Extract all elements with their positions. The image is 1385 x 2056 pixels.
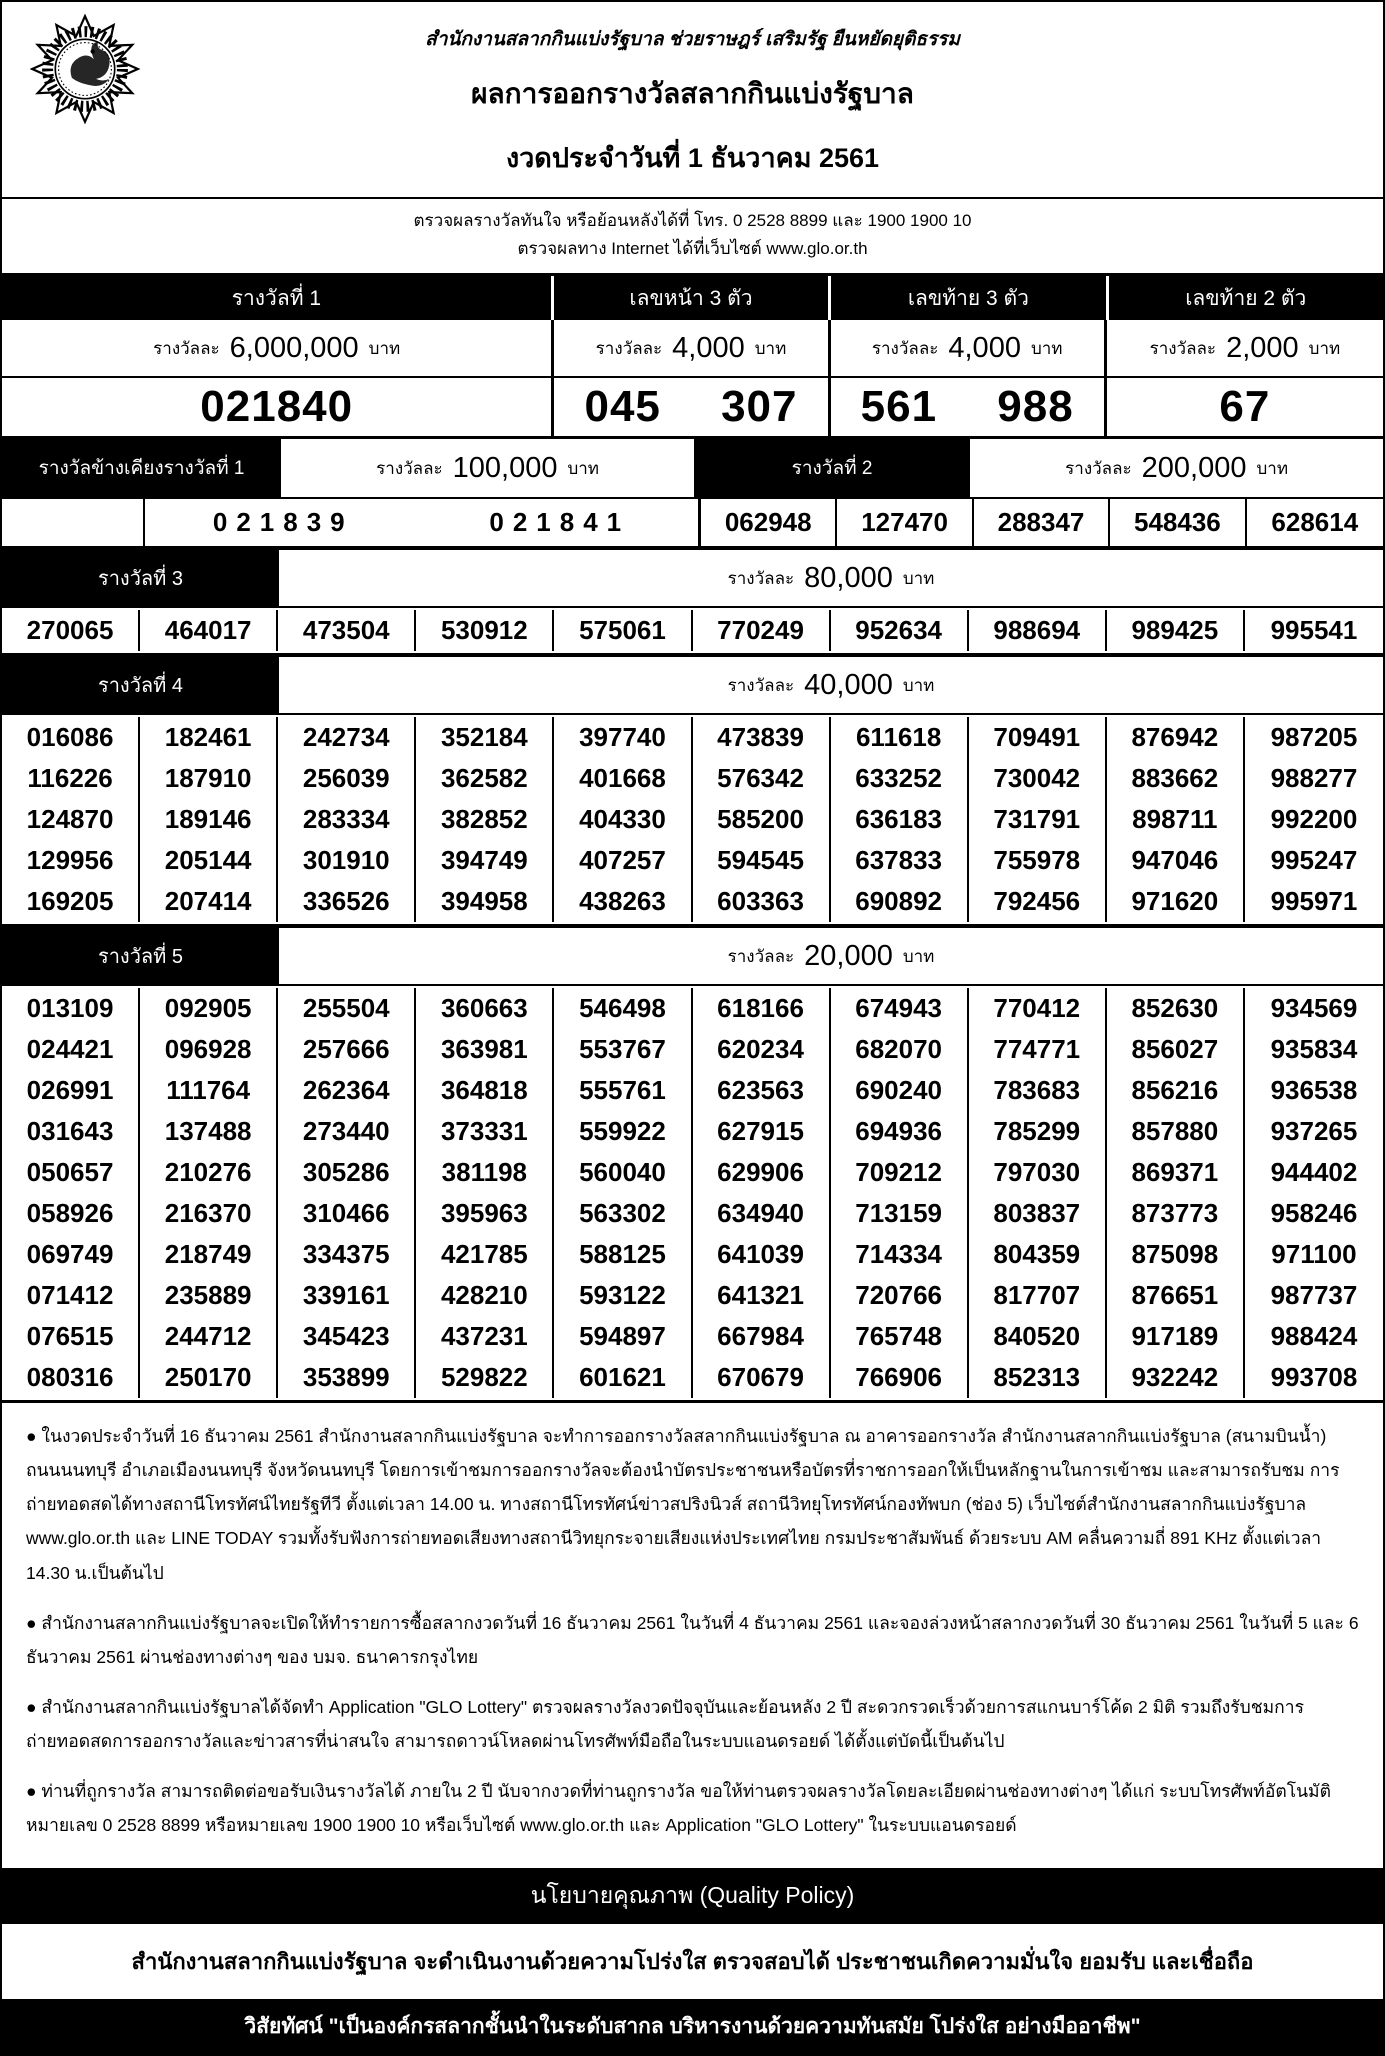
winning-number: 353899 bbox=[278, 1357, 416, 1398]
winning-number: 935834 bbox=[1270, 1034, 1358, 1064]
winning-number: 256039 bbox=[278, 758, 416, 799]
winning-number: 530912 bbox=[416, 610, 554, 651]
winning-number: 797030 bbox=[969, 1152, 1107, 1193]
winning-number: 058926 bbox=[2, 1193, 140, 1234]
last2-header: เลขท้าย 2 ตัว bbox=[1109, 276, 1383, 320]
winning-number: 995971 bbox=[1270, 886, 1358, 916]
winning-number: 852630 bbox=[1107, 988, 1245, 1029]
adjacent-prize2-numbers-row bbox=[2, 497, 1383, 546]
winning-number: 620234 bbox=[693, 1029, 831, 1070]
winning-number: 187910 bbox=[140, 758, 278, 799]
winning-number: 421785 bbox=[416, 1234, 554, 1275]
check-info-bar bbox=[2, 197, 1383, 273]
winning-number: 770249 bbox=[693, 610, 831, 651]
last3-header: เลขท้าย 3 ตัว bbox=[831, 276, 1105, 320]
winning-number: 559922 bbox=[554, 1111, 692, 1152]
winning-number: 244712 bbox=[140, 1316, 278, 1357]
winning-number: 216370 bbox=[140, 1193, 278, 1234]
winning-number: 345423 bbox=[278, 1316, 416, 1357]
winning-number: 641039 bbox=[693, 1234, 831, 1275]
prize4-numbers-grid bbox=[2, 713, 1383, 924]
agency-motto: สำนักงานสลากกินแบ่งรัฐบาล ช่วยราษฎร์ เสริมรัฐ ยืนหยัดยุติธรรม bbox=[425, 29, 960, 50]
winning-number: 288347 bbox=[974, 499, 1110, 546]
prize4-header-row bbox=[2, 657, 1383, 713]
winning-number: 464017 bbox=[140, 610, 278, 651]
winning-number: 575061 bbox=[554, 610, 692, 651]
winning-number: 111764 bbox=[140, 1070, 278, 1111]
winning-number: 934569 bbox=[1270, 993, 1358, 1023]
note-claim-prize: ● ท่านที่ถูกรางวัล สามารถติดต่อขอรับเงินรางวัลได้ ภายใน 2 ปี นับจากงวดที่ท่านถูกรางวัล ขอให้ท่านตรวจผลรางวัลโดยละเอียดผ่านช่องทางต่างๆ ได้แก่ ระบบโทรศัพท์อัตโนมัติ หมายเลข 0 2528 8899 หรือหมายเลข 1900 1900 10 หรือเว็บไซต์ www.glo.or.th และ Application "GLO Lottery" ในระบบแอนดรอยด์ bbox=[26, 1781, 1331, 1836]
winning-number: 129956 bbox=[2, 840, 140, 881]
prize1-winning-numbers bbox=[2, 376, 554, 436]
vision-statement: วิสัยทัศน์ "เป็นองค์กรสลากชั้นนำในระดับสากล บริหารงานด้วยความทันสมัย โปร่งใส อย่างมืออาชีพ" bbox=[2, 1999, 1383, 2054]
winning-number: 628614 bbox=[1271, 507, 1359, 537]
winning-number: 623563 bbox=[693, 1070, 831, 1111]
quality-policy-heading: นโยบายคุณภาพ (Quality Policy) bbox=[2, 1868, 1383, 1924]
winning-number: 629906 bbox=[693, 1152, 831, 1193]
winning-number: 363981 bbox=[416, 1029, 554, 1070]
winning-number: 952634 bbox=[831, 610, 969, 651]
winning-number: 210276 bbox=[140, 1152, 278, 1193]
winning-number: 713159 bbox=[831, 1193, 969, 1234]
prize1-header: รางวัลที่ 1 bbox=[2, 276, 551, 320]
prize3-numbers-grid bbox=[2, 606, 1383, 653]
adjacent-prize-header: รางวัลข้างเคียงรางวัลที่ 1 bbox=[2, 439, 281, 497]
prize5-numbers-grid bbox=[2, 984, 1383, 1400]
winning-number: 437231 bbox=[416, 1316, 554, 1357]
amount-value: 4,000 bbox=[948, 331, 1021, 364]
winning-number: 989425 bbox=[1107, 610, 1245, 651]
winning-number: 936538 bbox=[1270, 1075, 1358, 1105]
winning-number: 852313 bbox=[969, 1357, 1107, 1398]
amount-value: 100,000 bbox=[452, 451, 558, 484]
adjacent-prize2-header-row bbox=[2, 439, 1383, 497]
amount-value: 4,000 bbox=[672, 331, 745, 364]
winning-number: 585200 bbox=[693, 799, 831, 840]
amount-value: 6,000,000 bbox=[229, 331, 359, 364]
top-prizes-section bbox=[2, 273, 1383, 436]
note-draw-broadcast: ● ในงวดประจำวันที่ 16 ธันวาคม 2561 สำนักงานสลากกินแบ่งรัฐบาล จะทำการออกรางวัลสลากกินแบ่งรัฐบาล ณ อาคารออกรางวัล สำนักงานสลากกินแบ่งรัฐบาล (สนามบินน้ำ) ถนนนนทบุรี อำเภอเมืองนนทบุรี จังหวัดนนทบุรี โดยการเข้าชมการออกรางวัลจะต้องนำบัตรประชาชนหรือบัตรที่ราชการออกให้เป็นหลักฐานในการเข้าชม และสามารถรับชม การถ่ายทอดสดได้ทางสถานีโทรทัศน์ไทยรัฐทีวี ตั้งแต่เวลา 14.00 น. ทางสถานีโทรทัศน์ข่าวสปริงนิวส์ สถานีวิทยุโทรทัศน์กองทัพบก (ช่อง 5) เว็บไซต์สำนักงานสลากกินแบ่งรัฐบาล www.glo.or.th และ LINE TODAY รวมทั้งรับฟังการถ่ายทอดเสียงทางสถานีวิทยุกระจายเสียงแห่งประเทศไทย กรมประชาสัมพันธ์ ด้วยระบบ AM คลื่นความถี่ 891 KHz ตั้งแต่เวลา 14.30 น.เป็นต้นไป bbox=[26, 1426, 1340, 1583]
prize3-section bbox=[2, 546, 1383, 653]
amount-prefix: รางวัลละ bbox=[595, 338, 663, 358]
winning-number: 235889 bbox=[140, 1275, 278, 1316]
winning-number: 404330 bbox=[554, 799, 692, 840]
winning-number: 401668 bbox=[554, 758, 692, 799]
winning-number: 603363 bbox=[693, 881, 831, 922]
page-title: ผลการออกรางวัลสลากกินแบ่งรัฐบาล bbox=[471, 78, 914, 109]
winning-number: 071412 bbox=[2, 1275, 140, 1316]
winning-number: 362582 bbox=[416, 758, 554, 799]
winning-number: 394749 bbox=[416, 840, 554, 881]
prize5-amount bbox=[279, 928, 1383, 984]
winning-number: 774771 bbox=[969, 1029, 1107, 1070]
winning-number: 360663 bbox=[416, 988, 554, 1029]
winning-number: 667984 bbox=[693, 1316, 831, 1357]
notes-section bbox=[2, 1400, 1383, 1868]
winning-number: 242734 bbox=[278, 717, 416, 758]
winning-number: 944402 bbox=[1270, 1157, 1358, 1187]
winning-number: 995541 bbox=[1270, 615, 1358, 645]
winning-number: 395963 bbox=[416, 1193, 554, 1234]
adjacent-prize-amount bbox=[281, 439, 694, 497]
winning-number: 67 bbox=[1219, 382, 1271, 431]
winning-number: 021839 bbox=[212, 507, 354, 537]
winning-number: 352184 bbox=[416, 717, 554, 758]
adjacent-and-prize2-section bbox=[2, 436, 1383, 546]
winning-number: 690892 bbox=[831, 881, 969, 922]
amount-value: 20,000 bbox=[804, 939, 893, 972]
winning-number: 873773 bbox=[1107, 1193, 1245, 1234]
winning-number: 971100 bbox=[1271, 1239, 1357, 1269]
amount-unit: บาท bbox=[1308, 338, 1341, 358]
winning-number: 310466 bbox=[278, 1193, 416, 1234]
winning-number: 381198 bbox=[416, 1152, 554, 1193]
winning-number: 529822 bbox=[416, 1357, 554, 1398]
winning-number: 207414 bbox=[140, 881, 278, 922]
amount-value: 80,000 bbox=[804, 561, 893, 594]
winning-number: 601621 bbox=[554, 1357, 692, 1398]
winning-number: 169205 bbox=[2, 881, 140, 922]
prize4-section bbox=[2, 653, 1383, 924]
winning-number: 674943 bbox=[831, 988, 969, 1029]
winning-number: 561 bbox=[860, 382, 938, 431]
winning-number: 250170 bbox=[140, 1357, 278, 1398]
amount-prefix: รางวัลละ bbox=[727, 568, 795, 588]
winning-number: 971620 bbox=[1107, 881, 1245, 922]
prize5-section bbox=[2, 924, 1383, 1400]
winning-number: 988694 bbox=[969, 610, 1107, 651]
prize4-amount bbox=[279, 657, 1383, 713]
winning-number: 690240 bbox=[831, 1070, 969, 1111]
winning-number: 473839 bbox=[693, 717, 831, 758]
winning-number: 611618 bbox=[831, 717, 969, 758]
winning-number: 988 bbox=[997, 382, 1074, 431]
winning-number: 932242 bbox=[1107, 1357, 1245, 1398]
prize2-winning-numbers bbox=[701, 499, 1383, 546]
prize2-header: รางวัลที่ 2 bbox=[694, 439, 970, 497]
document-header bbox=[2, 2, 1383, 197]
winning-number: 765748 bbox=[831, 1316, 969, 1357]
winning-number: 817707 bbox=[969, 1275, 1107, 1316]
winning-number: 803837 bbox=[969, 1193, 1107, 1234]
winning-number: 618166 bbox=[693, 988, 831, 1029]
prize2-amount bbox=[970, 439, 1383, 497]
winning-number: 987205 bbox=[1270, 722, 1358, 752]
winning-number: 050657 bbox=[2, 1152, 140, 1193]
last2-winning-numbers bbox=[1107, 376, 1383, 436]
winning-number: 709212 bbox=[831, 1152, 969, 1193]
winning-number: 593122 bbox=[554, 1275, 692, 1316]
winning-number: 257666 bbox=[278, 1029, 416, 1070]
winning-number: 594545 bbox=[693, 840, 831, 881]
winning-number: 021840 bbox=[200, 382, 354, 431]
winning-number: 273440 bbox=[278, 1111, 416, 1152]
winning-number: 730042 bbox=[969, 758, 1107, 799]
winning-number: 720766 bbox=[831, 1275, 969, 1316]
winning-number: 714334 bbox=[831, 1234, 969, 1275]
winning-number: 988424 bbox=[1270, 1321, 1358, 1351]
winning-number: 382852 bbox=[416, 799, 554, 840]
winning-number: 026991 bbox=[2, 1070, 140, 1111]
winning-number: 548436 bbox=[1110, 499, 1246, 546]
prize5-header: รางวัลที่ 5 bbox=[2, 928, 279, 984]
winning-number: 334375 bbox=[278, 1234, 416, 1275]
last3-winning-numbers bbox=[831, 376, 1107, 436]
prize3-header-row bbox=[2, 550, 1383, 606]
winning-number: 127470 bbox=[837, 499, 973, 546]
winning-number: 993708 bbox=[1270, 1362, 1358, 1392]
winning-number: 021841 bbox=[489, 507, 631, 537]
winning-number: 045 bbox=[584, 382, 661, 431]
winning-number: 856027 bbox=[1107, 1029, 1245, 1070]
amount-unit: บาท bbox=[902, 946, 935, 966]
winning-number: 627915 bbox=[693, 1111, 831, 1152]
winning-number: 373331 bbox=[416, 1111, 554, 1152]
winning-number: 636183 bbox=[831, 799, 969, 840]
winning-number: 840520 bbox=[969, 1316, 1107, 1357]
winning-number: 473504 bbox=[278, 610, 416, 651]
front3-header: เลขหน้า 3 ตัว bbox=[554, 276, 828, 320]
winning-number: 563302 bbox=[554, 1193, 692, 1234]
amount-unit: บาท bbox=[902, 675, 935, 695]
winning-number: 766906 bbox=[831, 1357, 969, 1398]
winning-number: 307 bbox=[721, 382, 798, 431]
note-ticket-purchase: ● สำนักงานสลากกินแบ่งรัฐบาลจะเปิดให้ทำรายการซื้อสลากงวดวันที่ 16 ธันวาคม 2561 ในวันที่ 4 ธันวาคม 2561 และจองล่วงหน้าสลากงวดวันที่ 30 ธันวาคม 2561 ในวันที่ 5 และ 6 ธันวาคม 2561 ผ่านช่องทางต่างๆ ของ บมจ. ธนาคารกรุงไทย bbox=[26, 1612, 1359, 1667]
winning-number: 262364 bbox=[278, 1070, 416, 1111]
winning-number: 995247 bbox=[1270, 845, 1358, 875]
winning-number: 588125 bbox=[554, 1234, 692, 1275]
check-website-line: ตรวจผลทาง Internet ได้ที่เว็บไซต์ www.glo.or.th bbox=[517, 239, 868, 258]
winning-number: 116226 bbox=[2, 758, 140, 799]
winning-number: 546498 bbox=[554, 988, 692, 1029]
winning-number: 092905 bbox=[140, 988, 278, 1029]
draw-date: งวดประจำวันที่ 1 ธันวาคม 2561 bbox=[505, 143, 880, 173]
top-prizes-amount-row bbox=[2, 320, 1383, 376]
winning-number: 407257 bbox=[554, 840, 692, 881]
amount-unit: บาท bbox=[1256, 458, 1289, 478]
last3-amount bbox=[831, 320, 1107, 376]
winning-number: 785299 bbox=[969, 1111, 1107, 1152]
winning-number: 958246 bbox=[1270, 1198, 1358, 1228]
winning-number: 305286 bbox=[278, 1152, 416, 1193]
winning-number: 182461 bbox=[140, 717, 278, 758]
winning-number: 670679 bbox=[693, 1357, 831, 1398]
winning-number: 637833 bbox=[831, 840, 969, 881]
winning-number: 137488 bbox=[140, 1111, 278, 1152]
winning-number: 869371 bbox=[1107, 1152, 1245, 1193]
winning-number: 016086 bbox=[2, 717, 140, 758]
winning-number: 189146 bbox=[140, 799, 278, 840]
winning-number: 709491 bbox=[969, 717, 1107, 758]
winning-number: 555761 bbox=[554, 1070, 692, 1111]
amount-unit: บาท bbox=[902, 568, 935, 588]
top-prizes-numbers-row bbox=[2, 376, 1383, 436]
winning-number: 013109 bbox=[2, 988, 140, 1029]
winning-number: 062948 bbox=[701, 499, 837, 546]
prize5-header-row bbox=[2, 928, 1383, 984]
winning-number: 804359 bbox=[969, 1234, 1107, 1275]
prize3-amount bbox=[279, 550, 1383, 606]
winning-number: 364818 bbox=[416, 1070, 554, 1111]
winning-number: 560040 bbox=[554, 1152, 692, 1193]
prize1-amount bbox=[2, 320, 554, 376]
winning-number: 576342 bbox=[693, 758, 831, 799]
winning-number: 336526 bbox=[278, 881, 416, 922]
winning-number: 947046 bbox=[1107, 840, 1245, 881]
top-prizes-header-row bbox=[2, 276, 1383, 320]
winning-number: 755978 bbox=[969, 840, 1107, 881]
prize3-header: รางวัลที่ 3 bbox=[2, 550, 279, 606]
winning-number: 270065 bbox=[2, 610, 140, 651]
winning-number: 096928 bbox=[140, 1029, 278, 1070]
winning-number: 783683 bbox=[969, 1070, 1107, 1111]
winning-number: 856216 bbox=[1107, 1070, 1245, 1111]
winning-number: 301910 bbox=[278, 840, 416, 881]
adjacent-winning-numbers bbox=[145, 499, 701, 546]
amount-value: 200,000 bbox=[1141, 451, 1247, 484]
winning-number: 553767 bbox=[554, 1029, 692, 1070]
winning-number: 339161 bbox=[278, 1275, 416, 1316]
winning-number: 898711 bbox=[1107, 799, 1245, 840]
check-phone-line: ตรวจผลรางวัลทันใจ หรือย้อนหลังได้ที่ โทร. 0 2528 8899 และ 1900 1900 10 bbox=[413, 211, 972, 230]
winning-number: 218749 bbox=[140, 1234, 278, 1275]
winning-number: 069749 bbox=[2, 1234, 140, 1275]
winning-number: 992200 bbox=[1270, 804, 1358, 834]
winning-number: 876651 bbox=[1107, 1275, 1245, 1316]
winning-number: 205144 bbox=[140, 840, 278, 881]
winning-number: 641321 bbox=[693, 1275, 831, 1316]
winning-number: 594897 bbox=[554, 1316, 692, 1357]
amount-unit: บาท bbox=[754, 338, 787, 358]
amount-prefix: รางวัลละ bbox=[727, 675, 795, 695]
winning-number: 283334 bbox=[278, 799, 416, 840]
winning-number: 255504 bbox=[278, 988, 416, 1029]
winning-number: 792456 bbox=[969, 881, 1107, 922]
amount-prefix: รางวัลละ bbox=[1065, 458, 1132, 478]
winning-number: 076515 bbox=[2, 1316, 140, 1357]
winning-number: 988277 bbox=[1270, 763, 1358, 793]
winning-number: 917189 bbox=[1107, 1316, 1245, 1357]
winning-number: 397740 bbox=[554, 717, 692, 758]
winning-number: 987737 bbox=[1270, 1280, 1358, 1310]
winning-number: 633252 bbox=[831, 758, 969, 799]
amount-prefix: รางวัลละ bbox=[727, 946, 795, 966]
winning-number: 937265 bbox=[1270, 1116, 1358, 1146]
winning-number: 080316 bbox=[2, 1357, 140, 1398]
winning-number: 024421 bbox=[2, 1029, 140, 1070]
quality-policy-body: สำนักงานสลากกินแบ่งรัฐบาล จะดำเนินงานด้วยความโปร่งใส ตรวจสอบได้ ประชาชนเกิดความมั่นใจ ยอมรับ และเชื่อถือ bbox=[131, 1949, 1254, 1975]
amount-prefix: รางวัลละ bbox=[376, 458, 443, 478]
winning-number: 031643 bbox=[2, 1111, 140, 1152]
winning-number: 394958 bbox=[416, 881, 554, 922]
winning-number: 428210 bbox=[416, 1275, 554, 1316]
winning-number: 883662 bbox=[1107, 758, 1245, 799]
amount-unit: บาท bbox=[567, 458, 600, 478]
winning-number: 857880 bbox=[1107, 1111, 1245, 1152]
front3-amount bbox=[554, 320, 830, 376]
amount-value: 2,000 bbox=[1226, 331, 1299, 364]
amount-value: 40,000 bbox=[804, 668, 893, 701]
amount-unit: บาท bbox=[368, 338, 401, 358]
front3-winning-numbers bbox=[554, 376, 830, 436]
amount-unit: บาท bbox=[1030, 338, 1063, 358]
winning-number: 682070 bbox=[831, 1029, 969, 1070]
note-glo-application: ● สำนักงานสลากกินแบ่งรัฐบาลได้จัดทำ Application "GLO Lottery" ตรวจผลรางวัลงวดปัจจุบันและย้อนหลัง 2 ปี สะดวกรวดเร็วด้วยการสแกนบาร์โค้ด 2 มิติ รวมถึงรับชมการถ่ายทอดสดการออกรางวัลและข่าวสารที่น่าสนใจ สามารถดาวน์โหลดผ่านโทรศัพท์มือถือในระบบแอนดรอยด์ ได้ตั้งแต่บัดนี้เป็นต้นไป bbox=[26, 1696, 1305, 1751]
empty-cell bbox=[2, 499, 145, 546]
winning-number: 731791 bbox=[969, 799, 1107, 840]
winning-number: 438263 bbox=[554, 881, 692, 922]
winning-number: 634940 bbox=[693, 1193, 831, 1234]
amount-prefix: รางวัลละ bbox=[871, 338, 939, 358]
amount-prefix: รางวัลละ bbox=[153, 338, 220, 358]
last2-amount bbox=[1107, 320, 1383, 376]
winning-number: 770412 bbox=[969, 988, 1107, 1029]
glo-seal-icon bbox=[30, 14, 140, 124]
winning-number: 876942 bbox=[1107, 717, 1245, 758]
winning-number: 124870 bbox=[2, 799, 140, 840]
amount-prefix: รางวัลละ bbox=[1149, 338, 1217, 358]
winning-number: 875098 bbox=[1107, 1234, 1245, 1275]
winning-number: 694936 bbox=[831, 1111, 969, 1152]
prize4-header: รางวัลที่ 4 bbox=[2, 657, 279, 713]
